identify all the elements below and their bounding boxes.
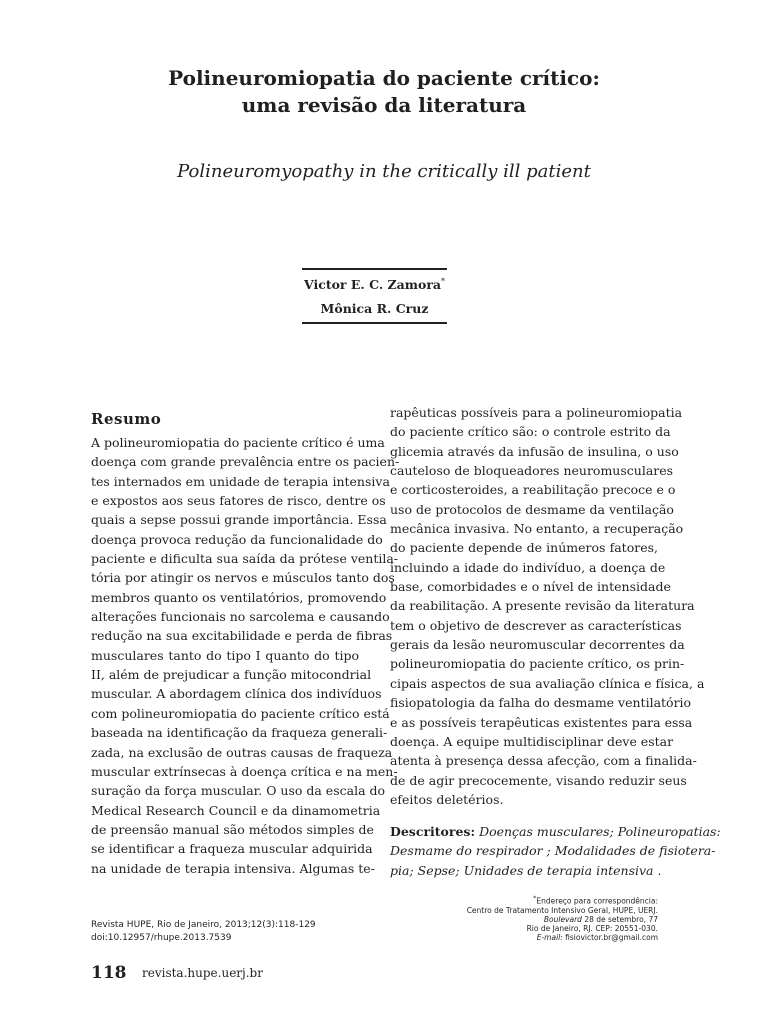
author-2: Mônica R. Cruz: [320, 301, 429, 316]
article-title-english: Polineuromyopathy in the critically ill patient: [177, 161, 591, 182]
abstract-line: atenta à presença dessa afecção, com a finalida-: [390, 753, 697, 769]
article-title-line-1: Polineuromiopatia do paciente crítico:: [168, 66, 600, 90]
abstract-line: rapêuticas possíveis para a polineuromiopatia: [390, 405, 683, 420]
abstract-line: muscular extrínsecas à doença crítica e na men-: [91, 763, 398, 779]
abstract-line: mecânica invasiva. No entanto, a recuperação: [390, 521, 684, 537]
abstract-line: de de agir precocemente, visando reduzir seus: [390, 772, 687, 788]
page-number: 118: [91, 963, 127, 983]
abstract-column-1: [91, 433, 400, 878]
abstract-line: quais a sepse possui grande importância. Essa: [91, 512, 387, 528]
abstract-line: A polineuromiopatia do paciente crítico é uma: [91, 435, 385, 450]
abstract-line: efeitos deletérios.: [390, 791, 504, 807]
abstract-line: do paciente crítico são: o controle estrito da: [390, 424, 671, 440]
abstract-line: tória por atingir os nervos e músculos tanto dos: [91, 570, 395, 586]
abstract-line: doença provoca redução da funcionalidade do: [91, 531, 383, 547]
abstract-line: do paciente depende de inúmeros fatores,: [390, 540, 658, 556]
abstract-line: zada, na exclusão de outras causas de fraqueza: [91, 744, 393, 760]
author-rule-bottom: [302, 322, 447, 324]
abstract-heading: Resumo: [91, 410, 162, 428]
abstract-line: Medical Research Council e da dinamometria: [91, 802, 381, 818]
abstract-line: suração da força muscular. O uso da escala do: [91, 783, 386, 799]
abstract-line: e corticosteroides, a reabilitação precoce e o: [390, 482, 676, 498]
abstract-line: II, além de prejudicar a função mitocondrial: [91, 667, 372, 683]
abstract-line: baseada na identificação da fraqueza generali-: [91, 725, 388, 741]
abstract-line: da reabilitação. A presente revisão da literatura: [390, 598, 695, 614]
abstract-line: base, comorbidades e o nível de intensidade: [390, 579, 671, 595]
abstract-line: paciente e dificulta sua saída da prótese ventila-: [91, 551, 399, 567]
abstract-line: de preensão manual são métodos simples de: [91, 821, 374, 837]
abstract-line: tem o objetivo de descrever as características: [390, 617, 682, 633]
article-title-line-2: uma revisão da literatura: [241, 93, 527, 117]
abstract-line: polineuromiopatia do paciente crítico, os prin-: [390, 656, 685, 672]
abstract-column-2: [390, 403, 705, 809]
journal-website[interactable]: revista.hupe.uerj.br: [142, 966, 263, 980]
abstract-line: fisiopatologia da falha do desmame ventilatório: [390, 695, 692, 711]
abstract-line: doença com grande prevalência entre os pacien-: [91, 454, 400, 470]
abstract-line: alterações funcionais no sarcolema e causando: [91, 609, 390, 625]
citation-doi[interactable]: doi:10.12957/rhupe.2013.7539: [91, 933, 232, 943]
abstract-line: membros quanto os ventilatórios, promovendo: [91, 589, 387, 605]
keywords: [390, 822, 721, 880]
abstract-line: musculares tanto do tipo I quanto do tipo: [91, 647, 359, 663]
keywords-line-2: Desmame do respirador ; Modalidades de fisiotera-: [390, 843, 716, 859]
citation-journal: Revista HUPE, Rio de Janeiro, 2013;12(3):118-129: [91, 920, 316, 930]
abstract-line: cipais aspectos de sua avaliação clínica e física, a: [390, 675, 705, 691]
author-1: Victor E. C. Zamora*: [303, 277, 446, 293]
correspondence-block: *Endereço para correspondência: Centro de Tratamento Intensivo Geral, HUPE, UERJ. Boulevard 28 de setembro, 77 Rio de Janeiro, RJ. CEP: 20551-030. E-mail: fisiovictor.br@gmail.com: [466, 895, 658, 942]
abstract-line: doença. A equipe multidisciplinar deve estar: [390, 733, 674, 749]
abstract-line: muscular. A abordagem clínica dos indivíduos: [91, 686, 382, 702]
abstract-line: se identificar a fraqueza muscular adquirida: [91, 841, 373, 857]
author-rule-top: [302, 268, 447, 270]
abstract-line: cauteloso de bloqueadores neuromusculares: [390, 463, 674, 479]
keywords-label: Descritores:: [390, 824, 476, 839]
abstract-line: e as possíveis terapêuticas existentes para essa: [390, 714, 693, 730]
abstract-line: na unidade de terapia intensiva. Algumas te-: [91, 860, 375, 876]
abstract-line: gerais da lesão neuromuscular decorrentes da: [390, 637, 685, 653]
abstract-line: tes internados em unidade de terapia intensiva: [91, 473, 390, 489]
correspondence-email[interactable]: fisiovictor.br@gmail.com: [562, 932, 658, 942]
keywords-line-3: pia; Sepse; Unidades de terapia intensiva .: [390, 862, 662, 878]
abstract-line: uso de protocolos de desmame da ventilação: [390, 501, 674, 517]
abstract-line: redução na sua excitabilidade e perda de fibras: [91, 628, 393, 644]
keywords-line-1: Doenças musculares; Polineuropatias:: [479, 824, 721, 839]
abstract-line: com polineuromiopatia do paciente crítico está: [91, 705, 390, 721]
abstract-line: glicemia através da infusão de insulina, o uso: [390, 443, 679, 459]
abstract-line: e expostos aos seus fatores de risco, dentre os: [91, 493, 386, 509]
abstract-line: incluindo a idade do indivíduo, a doença de: [390, 559, 666, 575]
